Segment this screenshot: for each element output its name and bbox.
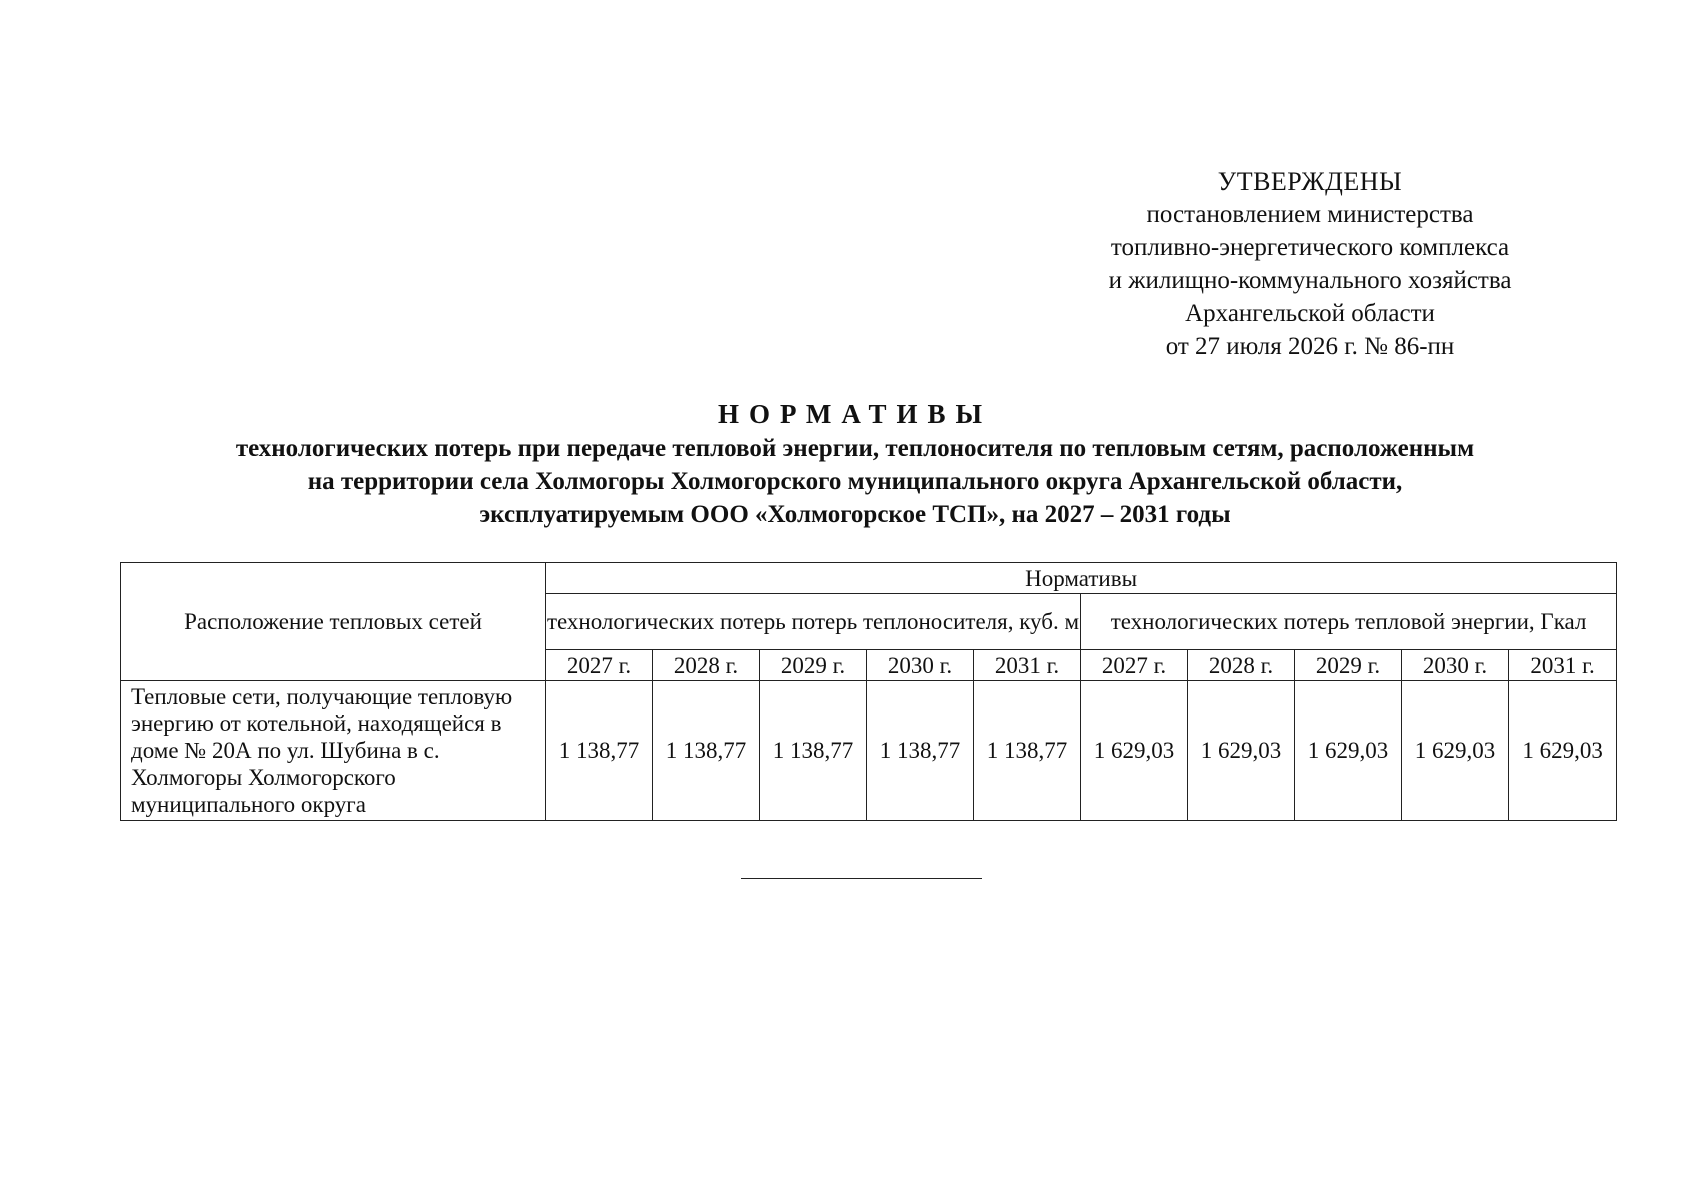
- year-header: 2029 г.: [760, 650, 867, 681]
- heat-carrier-value: 1 138,77: [546, 681, 653, 821]
- document-subtitle-line: технологических потерь при передаче тепловой энергии, теплоносителя по тепловым сетям, расположенным: [235, 435, 1475, 462]
- heat-energy-group-header: технологических потерь тепловой энергии, Гкал: [1081, 594, 1617, 650]
- table-row: [121, 681, 1617, 821]
- year-header: 2027 г.: [1081, 650, 1188, 681]
- year-header: 2030 г.: [867, 650, 974, 681]
- heat-carrier-value: 1 138,77: [867, 681, 974, 821]
- header-row: [121, 563, 1617, 594]
- document-subtitle-line: на территории села Холмогоры Холмогорского муниципального округа Архангельской области,: [307, 468, 1403, 495]
- approval-line: и жилищно-коммунального хозяйства: [1108, 267, 1512, 294]
- approval-line: Архангельской области: [1185, 300, 1435, 327]
- year-header: 2027 г.: [546, 650, 653, 681]
- location-cell: Тепловые сети, получающие тепловую энергию от котельной, находящейся в доме № 20А по ул. Шубина в с. Холмогоры Холмогорского муниципального округа: [121, 681, 546, 821]
- year-header: 2029 г.: [1295, 650, 1402, 681]
- norms-header: Нормативы: [546, 563, 1617, 594]
- document-heading: [110, 396, 1600, 531]
- heat-carrier-value: 1 138,77: [653, 681, 760, 821]
- year-header: 2028 г.: [653, 650, 760, 681]
- year-header: 2031 г.: [974, 650, 1081, 681]
- approval-line: топливно-энергетического комплекса: [1110, 234, 1510, 261]
- heat-energy-value: 1 629,03: [1402, 681, 1509, 821]
- document-subtitle-line: эксплуатируемым ООО «Холмогорское ТСП», на 2027 – 2031 годы: [479, 501, 1231, 528]
- heat-energy-value: 1 629,03: [1295, 681, 1402, 821]
- heat-energy-value: 1 629,03: [1188, 681, 1295, 821]
- norms-table: [120, 562, 1617, 821]
- year-header: 2028 г.: [1188, 650, 1295, 681]
- document-title: НОРМАТИВЫ: [717, 399, 993, 429]
- approval-date: от 27 июля 2026 г. № 86-пн: [1165, 333, 1455, 360]
- year-header: 2030 г.: [1402, 650, 1509, 681]
- location-header: Расположение тепловых сетей: [121, 563, 546, 681]
- heat-energy-value: 1 629,03: [1509, 681, 1617, 821]
- end-of-document-line: [741, 878, 982, 879]
- approval-heading: УТВЕРЖДЕНЫ: [1217, 167, 1403, 196]
- heat-carrier-group-header: технологических потерь потерь теплоносителя, куб. м: [546, 594, 1081, 650]
- year-header: 2031 г.: [1509, 650, 1617, 681]
- approval-block: [1050, 165, 1570, 363]
- heat-carrier-value: 1 138,77: [760, 681, 867, 821]
- approval-line: постановлением министерства: [1146, 201, 1474, 228]
- heat-energy-value: 1 629,03: [1081, 681, 1188, 821]
- heat-carrier-value: 1 138,77: [974, 681, 1081, 821]
